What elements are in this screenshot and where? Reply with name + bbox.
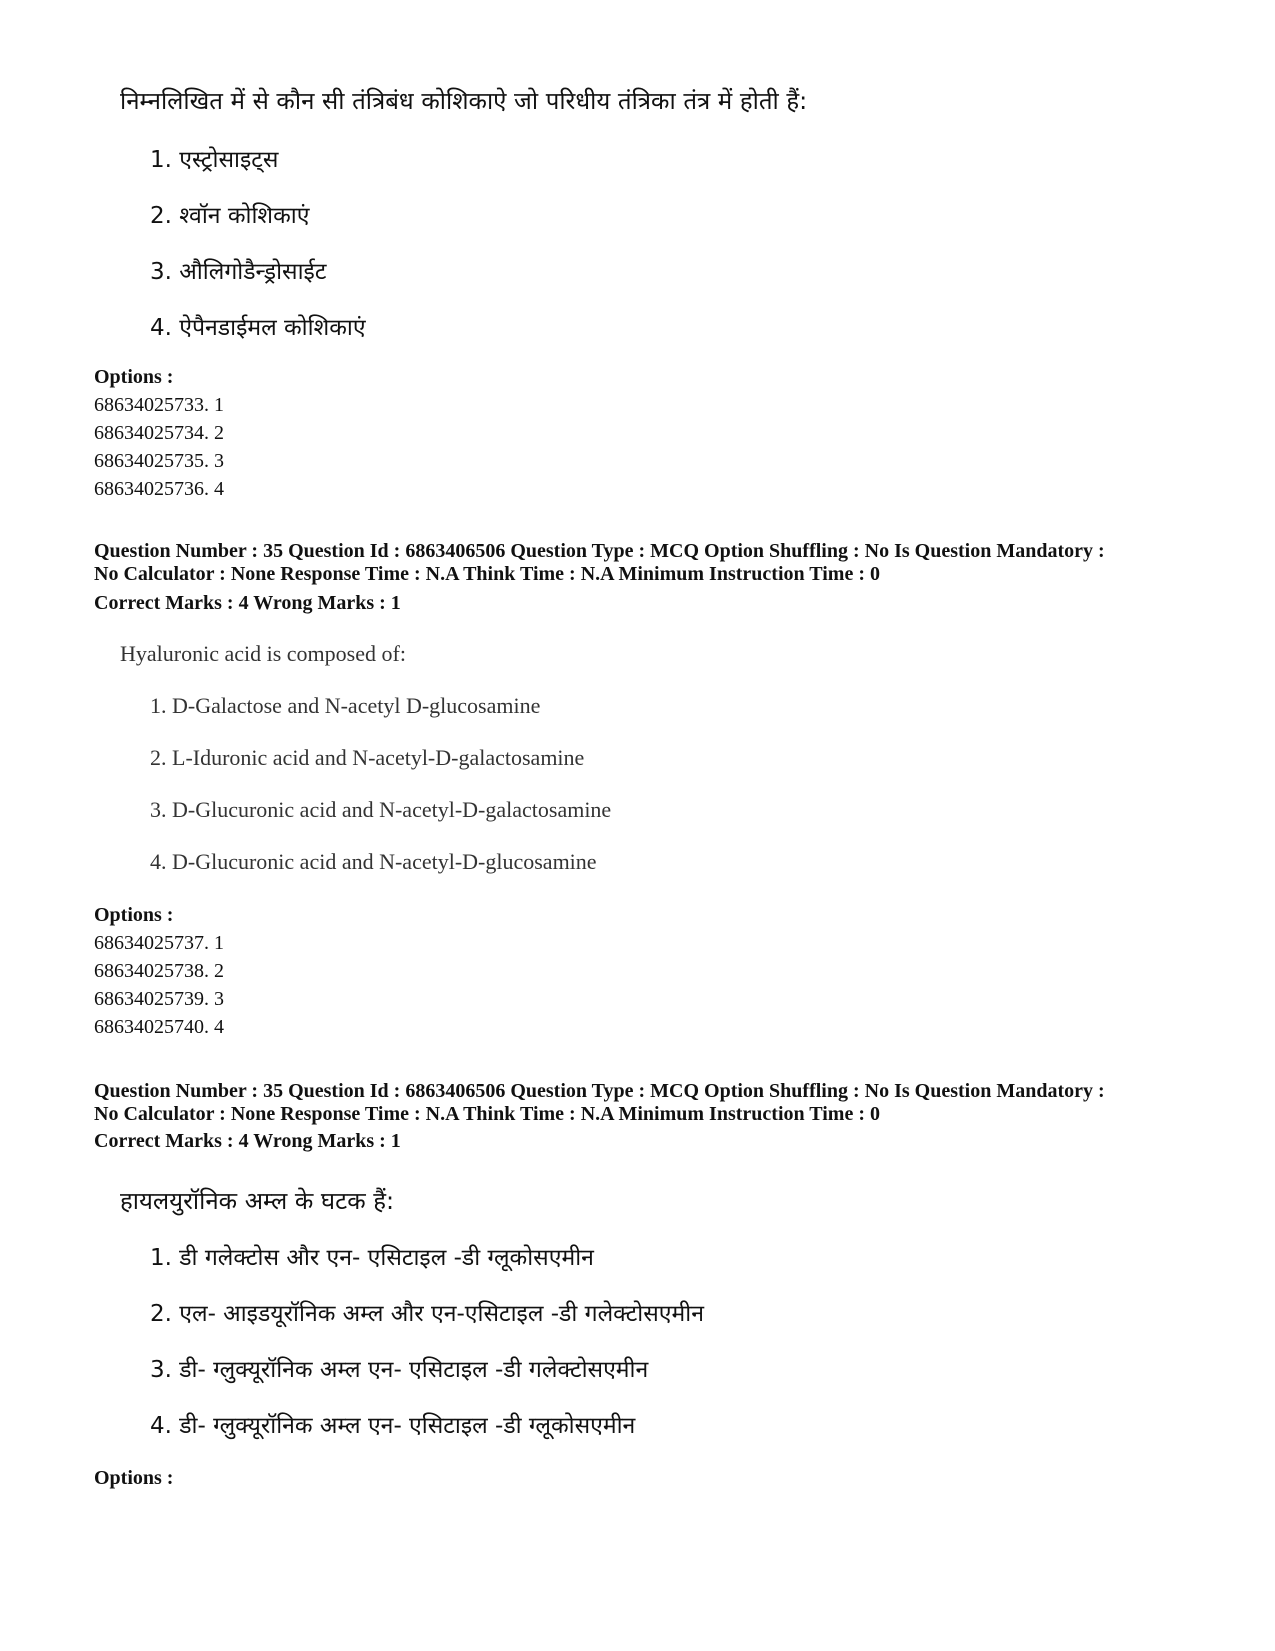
question-meta: Question Number : 35 Question Id : 6863406506 Question Type : MCQ Option Shuffling : No Is Question Mandatory : (94, 1080, 1105, 1102)
option-line: 68634025734. 2 (94, 422, 224, 444)
option-line: 68634025733. 1 (94, 394, 224, 416)
question-text: निम्नलिखित में से कौन सी तंत्रिबंध कोशिकाऐ जो परिधीय तंत्रिका तंत्र में होती हैं: (120, 87, 808, 115)
choice-item: 3. डी- ग्लुक्यूरॉनिक अम्ल एन- एसिटाइल -डी गलेक्टोसएमीन (150, 1357, 649, 1383)
option-line: 68634025738. 2 (94, 960, 224, 982)
choice-item: 1. एस्ट्रोसाइट्स (150, 147, 279, 173)
choice-item: 2. श्वॉन कोशिकाएं (150, 203, 310, 229)
choice-item: 4. डी- ग्लुक्यूरॉनिक अम्ल एन- एसिटाइल -डी ग्लूकोसएमीन (150, 1413, 636, 1439)
option-line: 68634025735. 3 (94, 450, 224, 472)
options-label: Options : (94, 1467, 174, 1489)
question-text: हायलयुरॉनिक अम्ल के घटक हैं: (120, 1187, 395, 1215)
question-text: Hyaluronic acid is composed of: (120, 641, 406, 666)
question-meta: No Calculator : None Response Time : N.A Think Time : N.A Minimum Instruction Time : 0 (94, 1103, 880, 1125)
options-label: Options : (94, 366, 174, 388)
choice-item: 1. डी गलेक्टोस और एन- एसिटाइल -डी ग्लूकोसएमीन (150, 1245, 594, 1271)
marks-line: Correct Marks : 4 Wrong Marks : 1 (94, 1130, 401, 1152)
choice-item: 3. औलिगोडैन्ड्रोसाईट (150, 259, 327, 285)
question-meta: No Calculator : None Response Time : N.A Think Time : N.A Minimum Instruction Time : 0 (94, 563, 880, 585)
choice-item: 2. L-Iduronic acid and N-acetyl-D-galactosamine (150, 745, 585, 770)
options-label: Options : (94, 904, 174, 926)
question-meta: Question Number : 35 Question Id : 6863406506 Question Type : MCQ Option Shuffling : No Is Question Mandatory : (94, 540, 1105, 562)
option-line: 68634025736. 4 (94, 478, 224, 500)
choice-item: 2. एल- आइडयूरॉनिक अम्ल और एन-एसिटाइल -डी गलेक्टोसएमीन (150, 1301, 704, 1327)
choice-item: 1. D-Galactose and N-acetyl D-glucosamine (150, 693, 541, 718)
choice-item: 4. ऐपैनडाईमल कोशिकाएं (150, 315, 366, 341)
choice-item: 3. D-Glucuronic acid and N-acetyl-D-galactosamine (150, 797, 612, 822)
option-line: 68634025739. 3 (94, 988, 224, 1010)
option-line: 68634025737. 1 (94, 932, 224, 954)
option-line: 68634025740. 4 (94, 1016, 224, 1038)
choice-item: 4. D-Glucuronic acid and N-acetyl-D-glucosamine (150, 849, 597, 874)
marks-line: Correct Marks : 4 Wrong Marks : 1 (94, 592, 401, 614)
